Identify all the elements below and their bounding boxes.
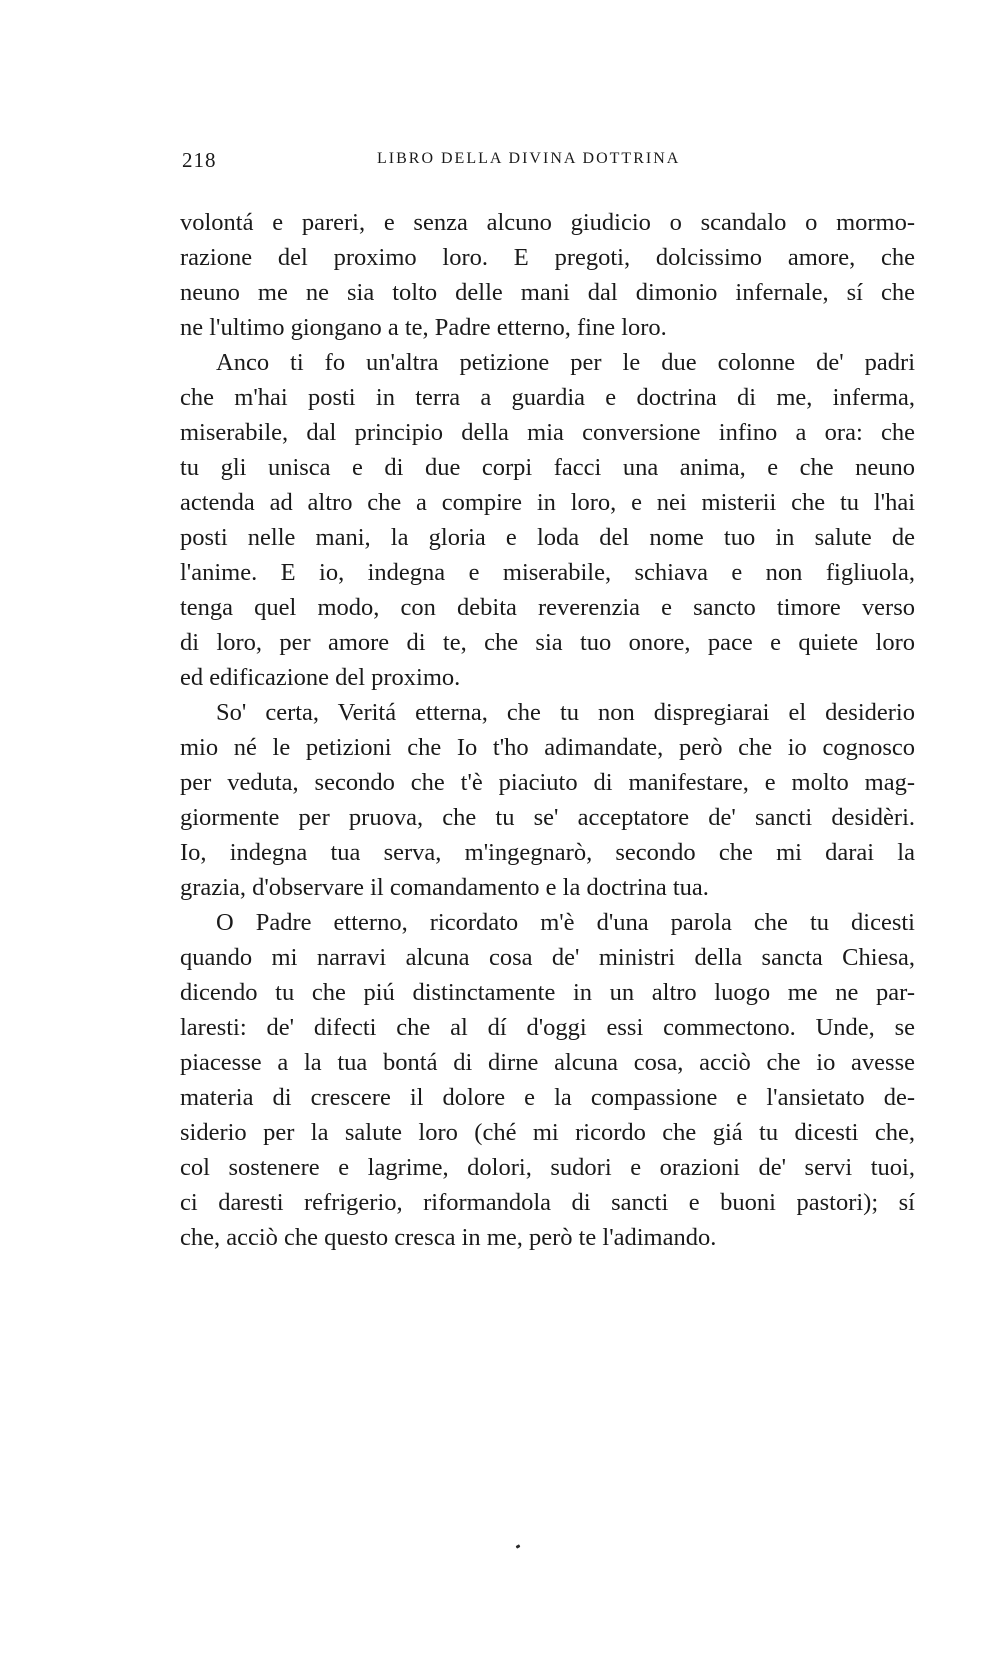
text-line: tenga quel modo, con debita reverenzia e sancto timore verso [180, 594, 915, 621]
text-line: che, acciò che questo cresca in me, però te l'adimando. [180, 1224, 717, 1251]
text-line: giormente per pruova, che tu se' acceptatore de' sancti desidèri. [180, 804, 915, 831]
text-line: O Padre etterno, ricordato m'è d'una parola che tu dicesti [216, 909, 915, 936]
text-line: neuno me ne sia tolto delle mani dal dimonio infernale, sí che [180, 279, 915, 306]
text-line: volontá e pareri, e senza alcuno giudicio o scandalo o mormo- [180, 209, 915, 236]
text-line: tu gli unisca e di due corpi facci una anima, e che neuno [180, 454, 915, 481]
text-line: grazia, d'observare il comandamento e la doctrina tua. [180, 874, 709, 901]
text-line: Anco ti fo un'altra petizione per le due colonne de' padri [216, 349, 915, 376]
text-line: l'anime. E io, indegna e miserabile, schiava e non figliuola, [180, 559, 915, 586]
text-line: siderio per la salute loro (ché mi ricordo che giá tu dicesti che, [180, 1119, 915, 1146]
text-line: col sostenere e lagrime, dolori, sudori e orazioni de' servi tuoi, [180, 1154, 915, 1181]
text-line: ci daresti refrigerio, riformandola di sancti e buoni pastori); sí [180, 1189, 915, 1216]
text-line: di loro, per amore di te, che sia tuo onore, pace e quiete loro [180, 629, 915, 656]
text-line: per veduta, secondo che t'è piaciuto di manifestare, e molto mag- [180, 769, 915, 796]
text-line: mio né le petizioni che Io t'ho adimandate, però che io cognosco [180, 734, 915, 761]
paragraph [180, 205, 915, 345]
text-line: ne l'ultimo giongano a te, Padre etterno, fine loro. [180, 314, 667, 341]
body-text [180, 205, 915, 1255]
ink-speck [516, 1544, 521, 1549]
text-line: laresti: de' difecti che al dí d'oggi essi commectono. Unde, se [180, 1014, 915, 1041]
text-line: miserabile, dal principio della mia conversione infino a ora: che [180, 419, 915, 446]
running-head [182, 148, 722, 174]
running-title: LIBRO DELLA DIVINA DOTTRINA [377, 150, 681, 167]
text-line: posti nelle mani, la gloria e loda del nome tuo in salute de [180, 524, 915, 551]
text-line: So' certa, Veritá etterna, che tu non dispregiarai el desiderio [216, 699, 915, 726]
paragraph [180, 695, 915, 905]
paragraph [180, 345, 915, 695]
text-line: materia di crescere il dolore e la compassione e l'ansietato de- [180, 1084, 915, 1111]
page-number: 218 [182, 148, 217, 172]
text-line: razione del proximo loro. E pregoti, dolcissimo amore, che [180, 244, 915, 271]
text-line: quando mi narravi alcuna cosa de' ministri della sancta Chiesa, [180, 944, 915, 971]
text-line: dicendo tu che piú distinctamente in un altro luogo me ne par- [180, 979, 915, 1006]
text-line: che m'hai posti in terra a guardia e doctrina di me, inferma, [180, 384, 915, 411]
paragraph [180, 905, 915, 1255]
text-line: Io, indegna tua serva, m'ingegnarò, secondo che mi darai la [180, 839, 915, 866]
text-line: piacesse a la tua bontá di dirne alcuna cosa, acciò che io avesse [180, 1049, 915, 1076]
text-line: actenda ad altro che a compire in loro, e nei misterii che tu l'hai [180, 489, 915, 516]
text-line: ed edificazione del proximo. [180, 664, 461, 691]
